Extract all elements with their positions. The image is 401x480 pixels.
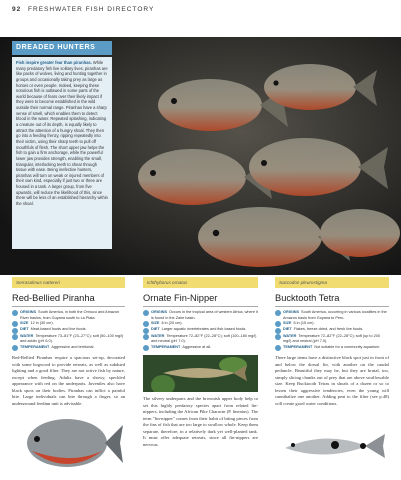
- fact-diet: DIET Flakes, freeze-dried, and fresh live foods.: [275, 327, 389, 333]
- section-title: FRESHWATER FISH DIRECTORY: [28, 6, 155, 13]
- feature-body: While many predatory fish live solitary lives, piranhas are like packs of wolves, living and hunting together in groups and occasionally taking prey as large as horses or even people. Indeed, keeping these notorious fish is outlawed in some parts of the world because of fears over their likely impact if they were to become established in the wild outside their normal range. Piranhas have a sharp sense of smell, which enables them to detect blood in the water. Repeated splashing, indicating a creature out of its depth, is equally likely to attract the attention of a hungry shoal. They then go into a feeding frenzy, ripping repeatedly into their victim, using their sharp teeth to pull off mouthfuls of flesh. The short upper jaw helps the fish to gain a firm anchorage, while the powerful lower jaw provides strength, enabling the small, triangular, interlocking teeth to shear through tissue with ease. Being inefective hunters, piranhas will turn on weak or injured members of their own kind, especially if just two or three are housed in a tank. A larger group, from five upwards, will reduce the likelihood of this, since there will be less of an established hierarchy within the shoal.: [16, 60, 108, 207]
- fact-origins: ORIGINS South America, occurring in various localities in the Amazon basin from Guyana to Peru.: [275, 310, 389, 321]
- running-header: [12, 6, 154, 13]
- fact-temperament: TEMPERAMENT Aggressive and territorial.: [12, 345, 125, 351]
- red-bellied-piranha-photo: [12, 407, 125, 477]
- bucktooth-tetra-photo: [275, 418, 389, 476]
- fact-size: SIZE 8 in (20 cm).: [143, 321, 258, 327]
- fact-size: SIZE 6 in (15 cm).: [275, 321, 389, 327]
- divider: [12, 306, 125, 307]
- water-icon: [12, 334, 18, 340]
- fact-origins: ORIGINS South America, in both the Orinoco and Amazon River basins, from Guyana south to La Plata.: [12, 310, 125, 321]
- origins-icon: [12, 310, 18, 316]
- feature-text-box: [12, 57, 112, 249]
- facts-list-3: [275, 310, 389, 351]
- fact-size: SIZE 12 in (30 cm).: [12, 321, 125, 327]
- fact-temperament: TEMPERAMENT Not suitable for a community aquarium.: [275, 345, 389, 351]
- feature-lead: Fish inspire greater fear than piranhas.: [16, 60, 92, 65]
- scientific-name-3: Saccodon pleurostigma: [275, 277, 389, 288]
- temperament-icon: [12, 345, 18, 351]
- divider: [143, 306, 258, 307]
- species-description-3: There large items have a distinctive black spot just in front of and below the dorsal fin, with another on the caudal peduncle. Beautiful they may be, but they are brutal, too, simply slicing chunks out of prey that are above swallowable size. Keep Bucktooth Tetras in shoals of a dozen or so to lessen their aggressive tendencies, even the young will cannibalize one another. Adding peat to the filter (see p.48) will create good water conditions.: [275, 355, 389, 406]
- fact-water: WATER Temperature 73–81°F (23–27°C); soft (50–100 mg/l) and acidic (pH 6.0).: [12, 334, 125, 345]
- water-icon: [143, 334, 149, 340]
- scientific-name-1: Serrasalmus nattereri: [12, 277, 125, 288]
- temperament-icon: [275, 345, 281, 351]
- facts-list-1: [12, 310, 125, 351]
- page-number: 92: [12, 6, 22, 13]
- ornate-fin-nipper-photo: [143, 355, 258, 392]
- fact-diet: DIET Meat-based foods and live foods.: [12, 327, 125, 333]
- divider: [275, 306, 389, 307]
- species-name-2: Ornate Fin-Nipper: [143, 293, 218, 303]
- origins-icon: [275, 310, 281, 316]
- feature-title: DREADED HUNTERS: [12, 41, 112, 55]
- temperament-icon: [143, 345, 149, 351]
- water-icon: [275, 334, 281, 340]
- species-description-2: The silvery underparts and the brownish upper body help to set this highly predatory species apart from related fin-nippers, including the African Pike Characin (P. lineatus). The term "fin-nipper" comes from their habit of biting pieces from the fins of fish that are too large to swallow whole. Keep them separate, therefore, in a relatively dark yet well-planted tank. It must offer adequate retreats, since all fin-nippers are nervous.: [143, 396, 258, 447]
- species-name-1: Red-Bellied Piranha: [12, 293, 95, 303]
- fact-temperament: TEMPERAMENT Aggressive at all.: [143, 345, 258, 351]
- origins-icon: [143, 310, 149, 316]
- fact-water: WATER Temperature 72–82°F (22–28°C); soft (100–180 mg/l) and neutral (pH 7.0).: [143, 334, 258, 345]
- diet-icon: [143, 328, 149, 334]
- diet-icon: [12, 328, 18, 334]
- species-name-3: Bucktooth Tetra: [275, 293, 340, 303]
- fact-water: WATER Temperature 72–82°F (22–28°C); soft (up to 200 mg/l) and neutral (pH 7.0).: [275, 334, 389, 345]
- diet-icon: [275, 328, 281, 334]
- fact-origins: ORIGINS Occurs in the tropical area of western Africa, where it is found in the Zaire basin.: [143, 310, 258, 321]
- fact-diet: DIET Larger aquatic invertebrates and fish-based foods.: [143, 327, 258, 333]
- scientific-name-2: Ichthyborus ornatus: [143, 277, 258, 288]
- facts-list-2: [143, 310, 258, 351]
- species-description-1: Red-Bellied Piranhas require a spacious set-up, decorated with some bogwood to provide retreats, as well as subdued lighting and a good filter. They are not active fish by nature, except when feeding. Adults have a showy, speckled appearance with red on the underparts. Juveniles also have black spots on their bodies. Piranhas can inflict a painful bite. Large individuals can bite through a finger, so an underground feeding unit is advisable.: [12, 355, 125, 405]
